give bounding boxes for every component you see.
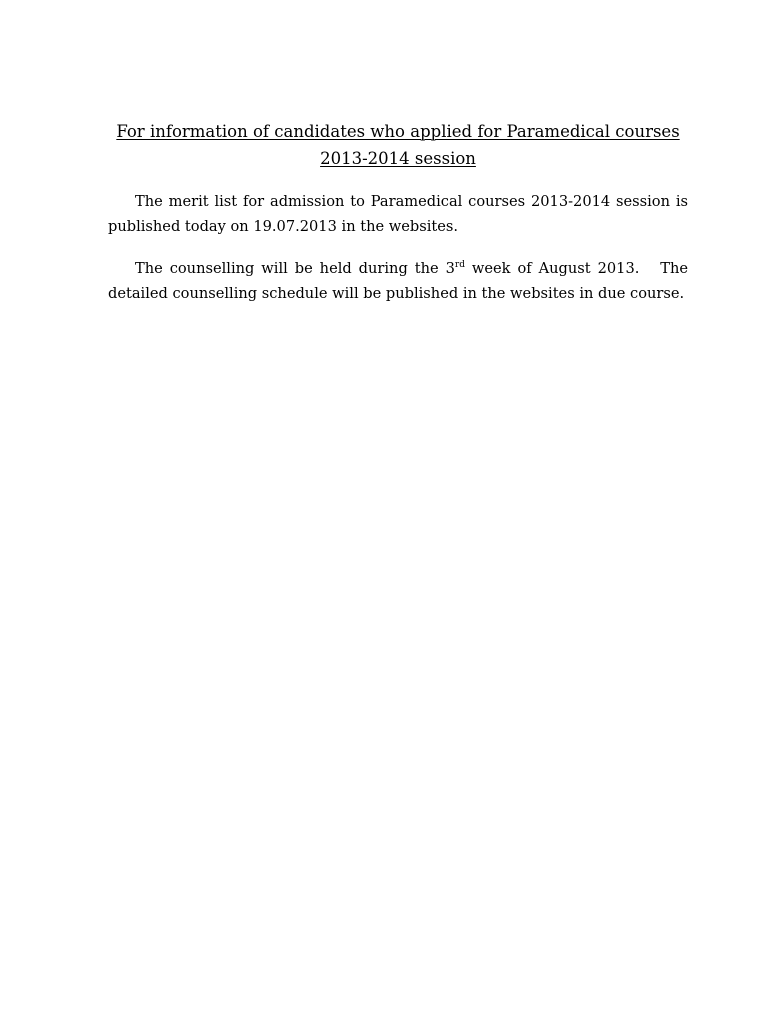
counselling-text-start: The counselling will be held during the 3 [135, 260, 455, 277]
ordinal-superscript: rd [454, 260, 465, 271]
merit-list-paragraph: The merit list for admission to Paramedical courses 2013-2014 session is published today on 19.07.2013 in the websites. [108, 193, 688, 235]
title-line-1: For information of candidates who applied for Paramedical courses [116, 122, 680, 141]
notice-title [108, 118, 688, 172]
counselling-paragraph [108, 256, 693, 306]
counselling-text-end: week of August 2013. The detailed counselling schedule will be published in the websites in due course. [108, 260, 693, 302]
notice-document [108, 118, 693, 306]
title-line-2: 2013-2014 session [320, 149, 476, 168]
